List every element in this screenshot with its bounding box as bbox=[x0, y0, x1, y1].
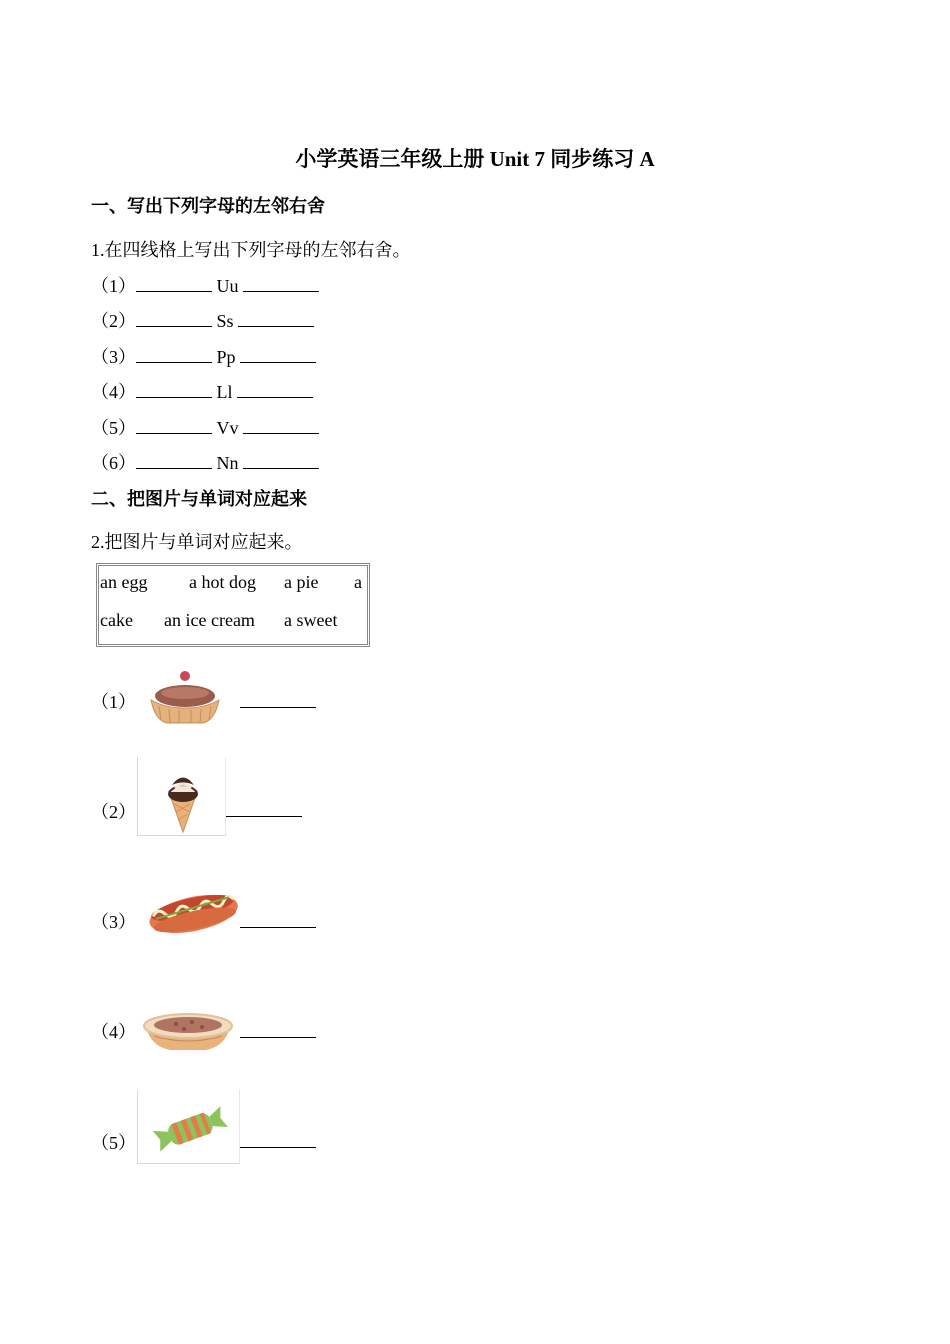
word-a-sweet: a sweet bbox=[284, 610, 338, 630]
word-a: a bbox=[354, 572, 362, 592]
letter: Pp bbox=[216, 347, 236, 367]
right-blank[interactable] bbox=[237, 379, 313, 398]
word-an-egg: an egg bbox=[100, 572, 148, 592]
pie-icon bbox=[140, 1002, 236, 1054]
letter: Vv bbox=[216, 418, 239, 438]
left-blank[interactable] bbox=[136, 308, 212, 327]
page-title: 小学英语三年级上册 Unit 7 同步练习 A bbox=[295, 147, 655, 171]
letter: Ss bbox=[216, 311, 234, 331]
left-blank[interactable] bbox=[136, 379, 212, 398]
letter-item-5 bbox=[91, 414, 319, 440]
item-number: （3） bbox=[91, 347, 136, 367]
right-blank[interactable] bbox=[240, 344, 316, 363]
left-blank[interactable] bbox=[136, 344, 212, 363]
item-number: （4） bbox=[91, 382, 136, 402]
word-cake: cake bbox=[100, 610, 133, 630]
answer-blank-5[interactable] bbox=[240, 1129, 316, 1153]
letter-item-3 bbox=[91, 343, 316, 369]
picture-item-number: （1） bbox=[91, 692, 136, 712]
left-blank[interactable] bbox=[136, 273, 212, 292]
letter-item-1 bbox=[91, 272, 319, 298]
item-number: （5） bbox=[91, 418, 136, 438]
answer-blank-3[interactable] bbox=[240, 909, 316, 933]
word-a-hot-dog: a hot dog bbox=[189, 572, 256, 592]
ice-cream-icon bbox=[160, 768, 206, 834]
word-box bbox=[96, 563, 370, 647]
sweet-icon bbox=[150, 1100, 230, 1156]
section2-heading: 二、把图片与单词对应起来 bbox=[91, 489, 307, 509]
right-blank[interactable] bbox=[238, 308, 314, 327]
section1-heading: 一、写出下列字母的左邻右舍 bbox=[91, 196, 325, 216]
right-blank[interactable] bbox=[243, 415, 319, 434]
hot-dog-icon bbox=[145, 880, 241, 942]
item-number: （1） bbox=[91, 276, 136, 296]
left-blank[interactable] bbox=[136, 450, 212, 469]
letter-item-2 bbox=[91, 307, 314, 333]
answer-blank-4[interactable] bbox=[240, 1019, 316, 1043]
item-number: （6） bbox=[91, 453, 136, 473]
answer-blank-1[interactable] bbox=[240, 689, 316, 713]
picture-item-number: （5） bbox=[91, 1133, 136, 1153]
letter: Nn bbox=[216, 453, 239, 473]
letter-item-6 bbox=[91, 449, 319, 475]
cake-icon bbox=[145, 668, 225, 728]
picture-item-number: （2） bbox=[91, 802, 136, 822]
section1-question: 1.在四线格上写出下列字母的左邻右舍。 bbox=[91, 240, 411, 260]
letter: Ll bbox=[216, 382, 233, 402]
letter: Uu bbox=[216, 276, 239, 296]
item-number: （2） bbox=[91, 311, 136, 331]
word-a-pie: a pie bbox=[284, 572, 319, 592]
picture-item-number: （4） bbox=[91, 1022, 136, 1042]
picture-item-number: （3） bbox=[91, 912, 136, 932]
left-blank[interactable] bbox=[136, 415, 212, 434]
word-an-ice-cream: an ice cream bbox=[164, 610, 255, 630]
section2-question: 2.把图片与单词对应起来。 bbox=[91, 532, 303, 552]
right-blank[interactable] bbox=[243, 450, 319, 469]
right-blank[interactable] bbox=[243, 273, 319, 292]
letter-item-4 bbox=[91, 378, 313, 404]
answer-blank-2[interactable] bbox=[226, 798, 302, 822]
